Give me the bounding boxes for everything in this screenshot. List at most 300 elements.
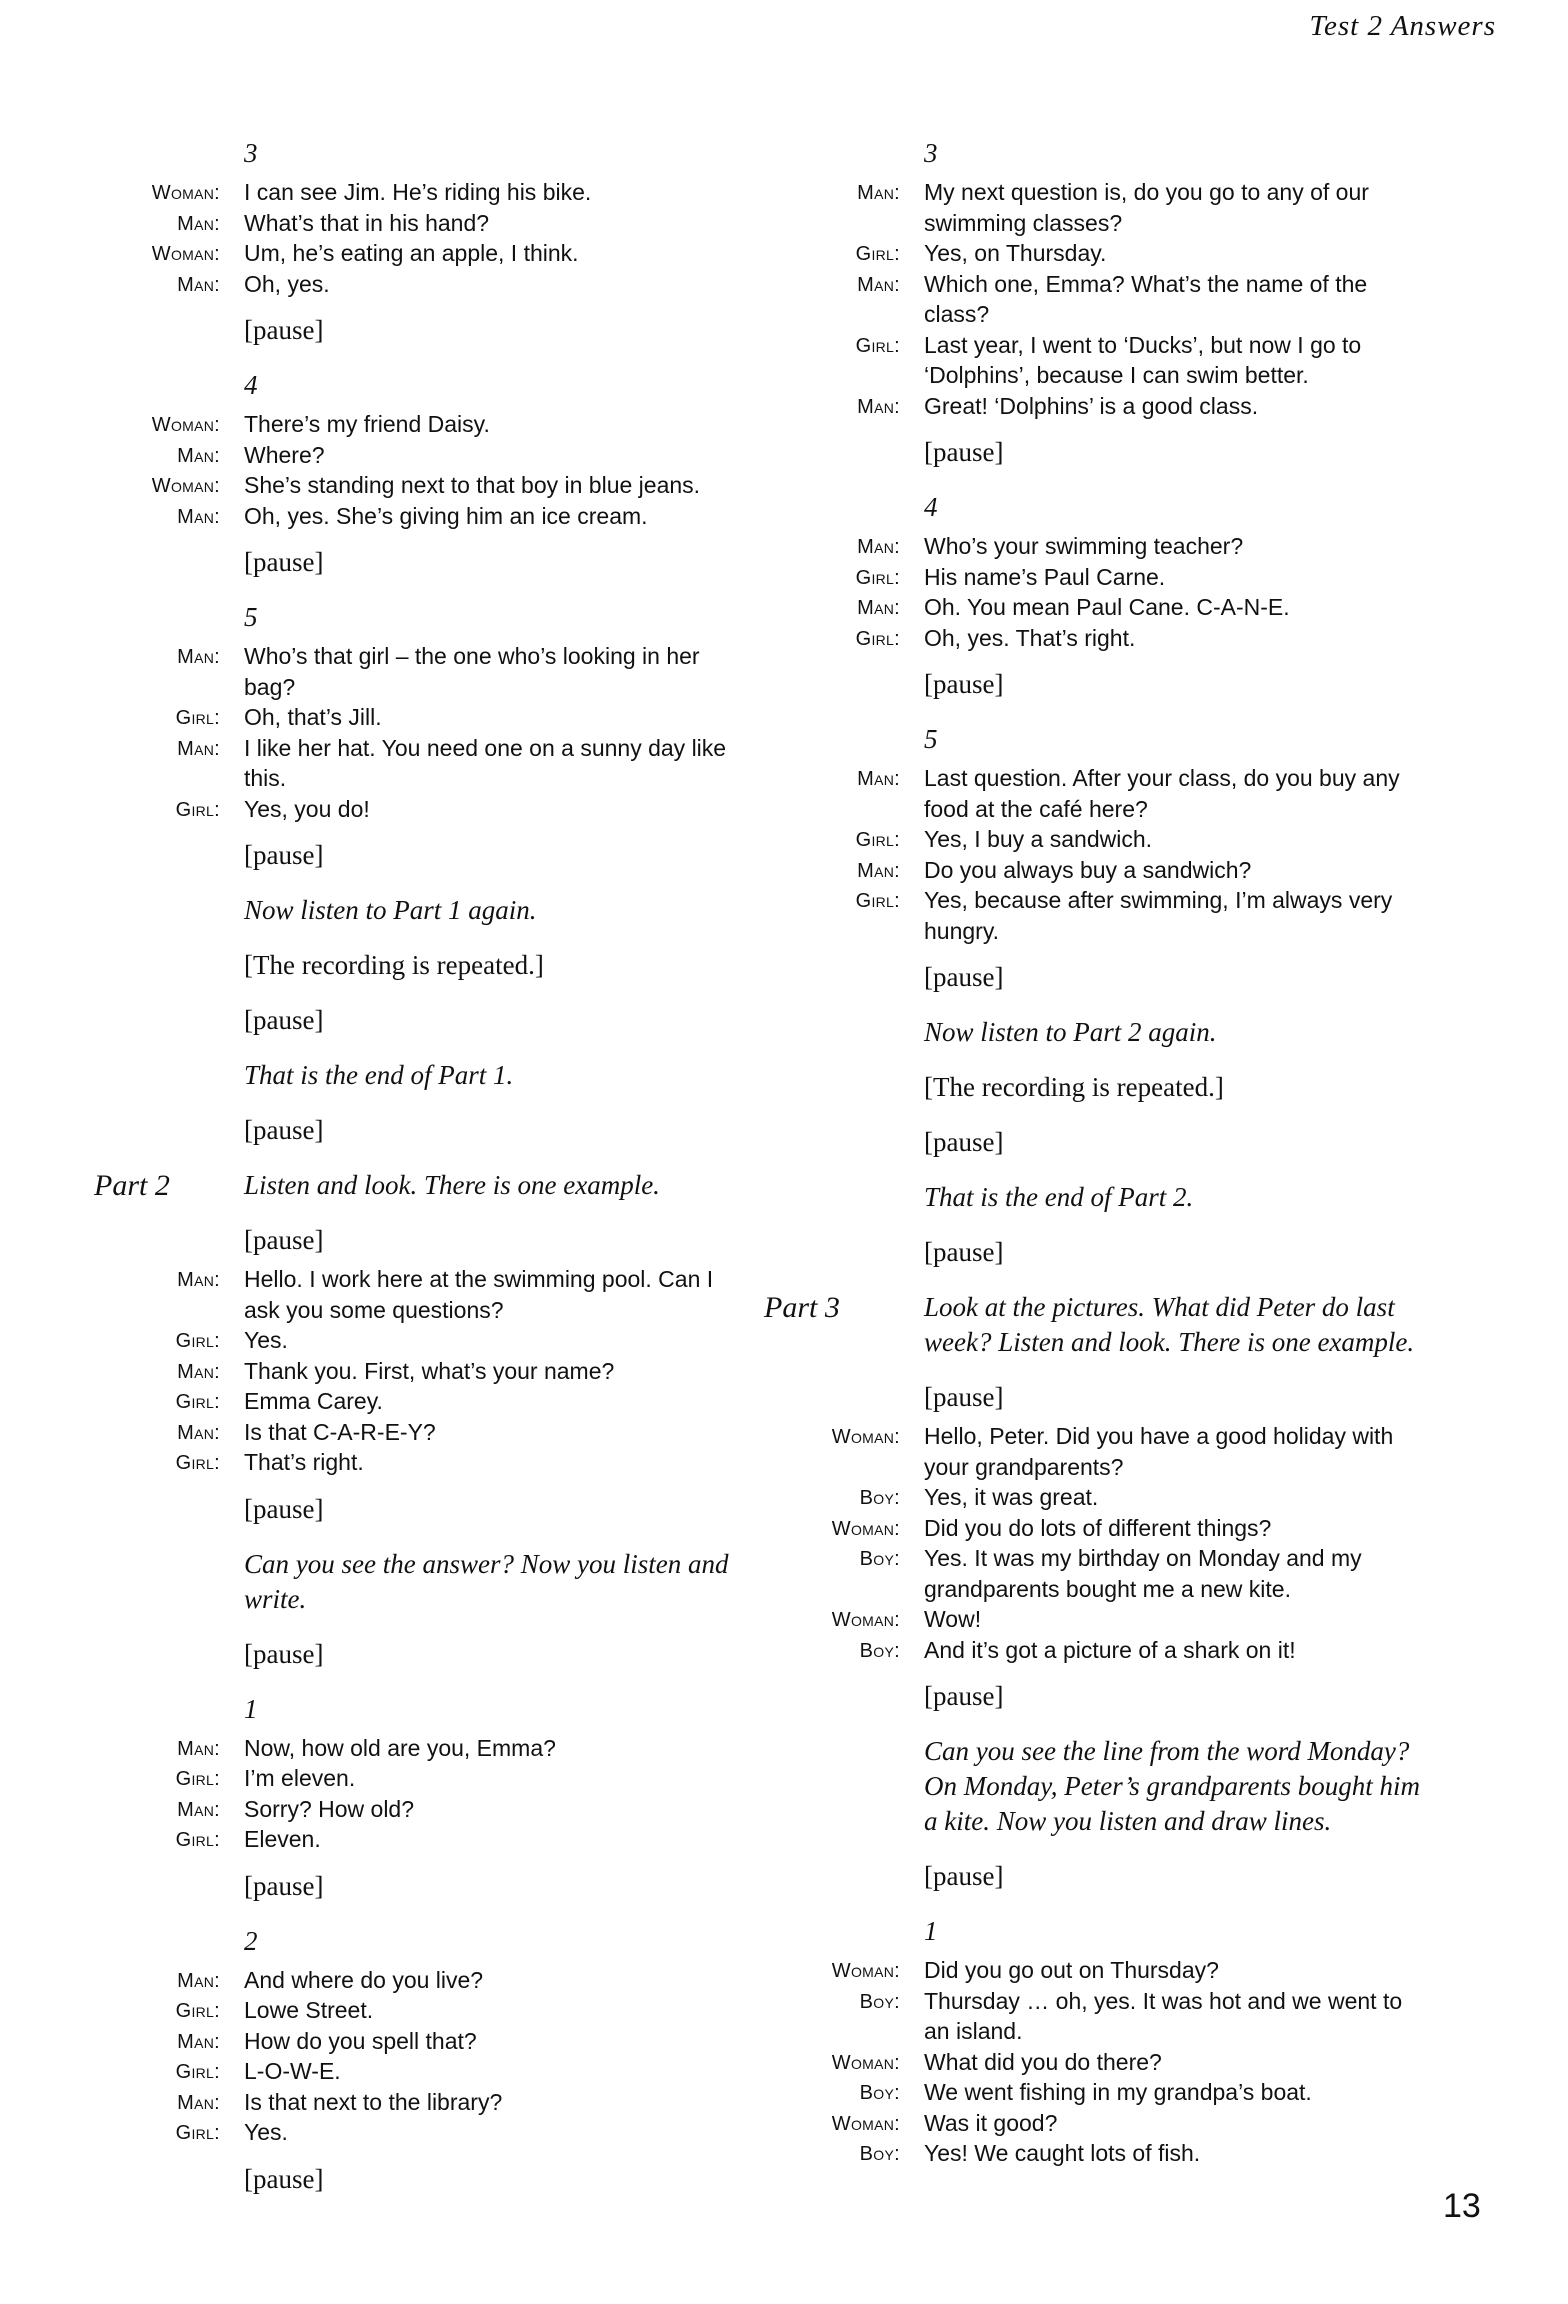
- speaker-spacer: [110, 1547, 220, 1552]
- direction-text: [pause]: [924, 1127, 1004, 1157]
- dialogue-line: [110, 177, 730, 208]
- dialogue-text: There’s my friend Daisy.: [244, 411, 490, 437]
- dialogue-line: [110, 1794, 730, 1825]
- direction-text: [The recording is repeated.]: [244, 950, 544, 980]
- dialogue-text: Oh, yes.: [244, 270, 330, 297]
- dialogue-text: Which one, Emma? What’s the name of the class?: [924, 270, 1368, 327]
- spacer: [790, 1056, 1430, 1070]
- direction-text: That is the end of Part 1.: [244, 1060, 514, 1090]
- item-number: [790, 136, 1430, 171]
- spacer: [790, 122, 1430, 136]
- direction-text: Now listen to Part 2 again.: [924, 1017, 1217, 1047]
- spacer: [110, 1623, 730, 1637]
- speaker-spacer: [790, 435, 900, 440]
- spacer: [790, 1665, 1430, 1679]
- speaker-spacer: [790, 490, 900, 495]
- speaker-label: Girl:: [855, 243, 900, 265]
- part-label: Part 3: [764, 1291, 840, 1324]
- speaker-spacer: [790, 722, 900, 727]
- dialogue-text: I’m eleven.: [244, 1765, 356, 1791]
- direction-text: [pause]: [244, 1225, 324, 1255]
- item-number-text: 2: [244, 1925, 258, 1956]
- dialogue-line: [110, 1995, 730, 2026]
- direction-text: Can you see the line from the word Monday? On Monday, Peter’s grandparents bought him a kite. Now you listen and draw lines.: [924, 1736, 1420, 1836]
- dialogue-text: Who’s that girl – the one who’s looking in her bag?: [244, 643, 700, 700]
- speaker-label: Woman:: [151, 243, 220, 265]
- speaker-spacer: [110, 1692, 220, 1697]
- speaker-label: Girl:: [175, 1829, 220, 1851]
- spacer: [790, 476, 1430, 490]
- instruction: [790, 1180, 1430, 1215]
- instruction: [790, 1015, 1430, 1050]
- direction-text: [pause]: [244, 2163, 324, 2194]
- speaker-label: Girl:: [855, 566, 900, 589]
- dialogue-line: [790, 2047, 1430, 2078]
- item-number-text: 4: [244, 370, 258, 400]
- stage-direction: [790, 667, 1430, 702]
- direction-text: [pause]: [244, 315, 324, 345]
- item-number-text: 3: [924, 138, 938, 168]
- direction-text: [pause]: [244, 1870, 324, 1901]
- dialogue-text: Last question. After your class, do you buy any food at the café here?: [924, 765, 1400, 822]
- dialogue-line: [110, 2087, 730, 2118]
- speaker-label: Girl:: [175, 1452, 220, 1474]
- dialogue-text: Yes, it was great.: [924, 1484, 1099, 1510]
- item-number: [790, 722, 1430, 757]
- dialogue-text: Yes.: [244, 1327, 288, 1353]
- stage-direction: [110, 313, 730, 348]
- item-number-text: 1: [244, 1693, 258, 1724]
- spacer: [110, 1910, 730, 1924]
- dialogue-line: [790, 1955, 1430, 1986]
- direction-text: Now listen to Part 1 again.: [244, 895, 537, 925]
- dialogue-text: And it’s got a picture of a shark on it!: [924, 1636, 1296, 1663]
- dialogue-line: [790, 855, 1430, 886]
- speaker-label: Girl:: [175, 1330, 220, 1352]
- dialogue-line: [790, 562, 1430, 593]
- stage-direction: [110, 838, 730, 873]
- dialogue-line: [110, 238, 730, 269]
- dialogue-line: [790, 763, 1430, 824]
- dialogue-line: [110, 1386, 730, 1417]
- speaker-spacer: [110, 948, 220, 953]
- item-number: [110, 368, 730, 403]
- dialogue-text: Sorry? How old?: [244, 1795, 415, 1822]
- left-column: [94, 122, 730, 2203]
- page-number: 13: [1443, 2187, 1481, 2225]
- spacer: [790, 1720, 1430, 1734]
- direction-text: That is the end of Part 2.: [924, 1182, 1194, 1212]
- speaker-label: Man:: [857, 273, 900, 296]
- part-instruction: Look at the pictures. What did Peter do last week? Listen and look. There is one example.: [924, 1292, 1415, 1357]
- speaker-label: Girl:: [175, 707, 220, 729]
- dialogue-line: [110, 440, 730, 471]
- dialogue-line: [110, 1763, 730, 1794]
- item-number: [110, 136, 730, 171]
- direction-text: [pause]: [924, 669, 1004, 699]
- spacer: [110, 2197, 730, 2203]
- stage-direction: [790, 960, 1430, 995]
- dialogue-line: [110, 208, 730, 239]
- spacer: [110, 934, 730, 948]
- dialogue-line: [790, 269, 1430, 330]
- dialogue-line: [110, 269, 730, 300]
- dialogue-text: Eleven.: [244, 1826, 321, 1852]
- speaker-label: Girl:: [855, 890, 900, 912]
- speaker-spacer: [110, 1869, 220, 1874]
- dialogue-line: [790, 391, 1430, 422]
- dialogue-line: [790, 824, 1430, 855]
- dialogue-text: Yes, I buy a sandwich.: [924, 826, 1153, 852]
- speaker-label: Woman:: [151, 182, 220, 204]
- dialogue-line: [790, 2108, 1430, 2139]
- speaker-spacer: [790, 1235, 900, 1240]
- stage-direction: [110, 1003, 730, 1038]
- spacer: [110, 1209, 730, 1223]
- dialogue-text: Did you do lots of different things?: [924, 1514, 1272, 1541]
- speaker-label: Boy:: [859, 1990, 900, 2013]
- spacer: [790, 1900, 1430, 1914]
- speaker-spacer: [110, 1058, 220, 1063]
- direction-text: [pause]: [244, 840, 324, 870]
- dialogue-text: Thank you. First, what’s your name?: [244, 1357, 615, 1384]
- speaker-label: Man:: [177, 1269, 220, 1291]
- dialogue-line: [790, 1482, 1430, 1513]
- instruction: [110, 1058, 730, 1093]
- dialogue-text: Yes.: [244, 2119, 288, 2145]
- dialogue-line: [110, 1824, 730, 1855]
- speaker-label: Man:: [177, 273, 220, 296]
- speaker-label: Girl:: [175, 2122, 220, 2144]
- item-number-text: 1: [924, 1916, 938, 1946]
- dialogue-line: [790, 1604, 1430, 1635]
- stage-direction: [790, 1859, 1430, 1894]
- dialogue-text: Lowe Street.: [244, 1997, 374, 2023]
- dialogue-line: [790, 1543, 1430, 1604]
- speaker-spacer: [110, 838, 220, 843]
- speaker-label: Man:: [177, 1421, 220, 1444]
- speaker-label: Girl:: [855, 627, 900, 650]
- dialogue-line: [790, 1421, 1430, 1482]
- dialogue-text: What’s that in his hand?: [244, 209, 490, 236]
- dialogue-text: Where?: [244, 441, 325, 468]
- part-heading: [94, 1168, 730, 1203]
- speaker-label: Man:: [177, 1969, 220, 1992]
- dialogue-text: Great! ‘Dolphins’ is a good class.: [924, 392, 1259, 419]
- direction-text: [pause]: [244, 1493, 324, 1524]
- part-label: Part 2: [94, 1169, 170, 1202]
- direction-text: [pause]: [244, 547, 324, 577]
- spacer: [790, 1276, 1430, 1290]
- speaker-label: Man:: [857, 859, 900, 882]
- dialogue-line: [110, 702, 730, 733]
- spacer: [110, 879, 730, 893]
- direction-text: [pause]: [924, 962, 1004, 992]
- direction-text: Can you see the answer? Now you listen and write.: [244, 1548, 729, 1614]
- speaker-spacer: [110, 545, 220, 550]
- item-number: [110, 600, 730, 635]
- dialogue-text: Yes, because after swimming, I’m always very hungry.: [924, 887, 1393, 944]
- dialogue-line: [790, 2077, 1430, 2108]
- spacer: [790, 708, 1430, 722]
- dialogue-text: Do you always buy a sandwich?: [924, 856, 1252, 883]
- speaker-label: Man:: [177, 1737, 220, 1760]
- item-number: [110, 1692, 730, 1727]
- dialogue-text: We went fishing in my grandpa’s boat.: [924, 2079, 1312, 2105]
- dialogue-text: My next question is, do you go to any of our swimming classes?: [924, 179, 1369, 236]
- direction-text: [pause]: [924, 437, 1004, 467]
- spacer: [110, 1478, 730, 1492]
- dialogue-line: [110, 470, 730, 501]
- speaker-spacer: [110, 1223, 220, 1228]
- speaker-label: Man:: [857, 768, 900, 790]
- dialogue-text: How do you spell that?: [244, 2027, 477, 2054]
- spacer: [110, 1855, 730, 1869]
- speaker-label: Woman:: [831, 1426, 900, 1448]
- spacer: [110, 1099, 730, 1113]
- dialogue-text: Wow!: [924, 1606, 982, 1632]
- spacer: [790, 1166, 1430, 1180]
- speaker-label: Man:: [177, 212, 220, 235]
- dialogue-text: Oh, yes. That’s right.: [924, 624, 1136, 651]
- dialogue-line: [790, 177, 1430, 238]
- dialogue-text: Yes, you do!: [244, 795, 370, 822]
- dialogue-text: Oh, that’s Jill.: [244, 704, 382, 730]
- spacer: [110, 1044, 730, 1058]
- dialogue-text: Who’s your swimming teacher?: [924, 533, 1244, 559]
- dialogue-line: [110, 641, 730, 702]
- speaker-label: Woman:: [831, 1960, 900, 1982]
- item-number-text: 4: [924, 492, 938, 522]
- spacer: [790, 1001, 1430, 1015]
- speaker-spacer: [790, 1070, 900, 1075]
- speaker-label: Boy:: [859, 1639, 900, 1662]
- stage-direction: [110, 1223, 730, 1258]
- spacer: [110, 354, 730, 368]
- spacer: [790, 1366, 1430, 1380]
- spacer: [790, 1845, 1430, 1859]
- stage-direction: [110, 545, 730, 580]
- spacer: [110, 122, 730, 136]
- stage-direction: [110, 1637, 730, 1672]
- dialogue-line: [790, 1635, 1430, 1666]
- dialogue-line: [110, 2056, 730, 2087]
- dialogue-line: [110, 1417, 730, 1448]
- dialogue-line: [790, 1986, 1430, 2047]
- direction-text: [pause]: [924, 1382, 1004, 1412]
- spacer: [110, 299, 730, 313]
- speaker-label: Girl:: [175, 1768, 220, 1790]
- stage-direction: [110, 948, 730, 983]
- dialogue-text: And where do you live?: [244, 1966, 484, 1993]
- speaker-spacer: [110, 1492, 220, 1497]
- speaker-spacer: [110, 1924, 220, 1929]
- dialogue-text: I like her hat. You need one on a sunny day like this.: [244, 734, 727, 791]
- dialogue-line: [110, 1447, 730, 1478]
- dialogue-line: [790, 592, 1430, 623]
- direction-text: [pause]: [924, 1237, 1004, 1267]
- speaker-label: Woman:: [831, 1517, 900, 1540]
- spacer: [110, 1678, 730, 1692]
- dialogue-text: Oh, yes. She’s giving him an ice cream.: [244, 502, 648, 529]
- dialogue-text: Hello. I work here at the swimming pool. Can I ask you some questions?: [244, 1266, 714, 1323]
- spacer: [790, 653, 1430, 667]
- dialogue-line: [110, 2117, 730, 2148]
- speaker-label: Man:: [177, 646, 220, 668]
- speaker-spacer: [110, 893, 220, 898]
- speaker-label: Woman:: [151, 475, 220, 497]
- dialogue-line: [110, 1325, 730, 1356]
- dialogue-text: Is that C-A-R-E-Y?: [244, 1418, 436, 1445]
- dialogue-text: That’s right.: [244, 1449, 364, 1475]
- right-column: [764, 122, 1430, 2169]
- speaker-label: Girl:: [175, 2061, 220, 2083]
- speaker-spacer: [790, 1125, 900, 1130]
- dialogue-text: What did you do there?: [924, 2048, 1162, 2075]
- speaker-label: Boy:: [859, 1487, 900, 1509]
- stage-direction: [110, 1113, 730, 1148]
- spacer: [110, 531, 730, 545]
- speaker-label: Woman:: [831, 1609, 900, 1631]
- stage-direction: [790, 1235, 1430, 1270]
- spacer: [110, 586, 730, 600]
- direction-text: [pause]: [244, 1638, 324, 1669]
- speaker-label: Man:: [857, 182, 900, 204]
- speaker-label: Man:: [857, 536, 900, 558]
- dialogue-line: [110, 1965, 730, 1996]
- speaker-label: Man:: [177, 1798, 220, 1821]
- speaker-label: Woman:: [831, 2112, 900, 2135]
- speaker-spacer: [790, 1380, 900, 1385]
- speaker-spacer: [110, 368, 220, 373]
- dialogue-line: [790, 885, 1430, 946]
- speaker-spacer: [110, 1113, 220, 1118]
- dialogue-line: [110, 501, 730, 532]
- spacer: [110, 2148, 730, 2162]
- spacer: [790, 1111, 1430, 1125]
- stage-direction: [790, 1679, 1430, 1714]
- speaker-spacer: [790, 1015, 900, 1020]
- speaker-label: Girl:: [175, 1391, 220, 1413]
- part-instruction: Listen and look. There is one example.: [244, 1170, 660, 1200]
- dialogue-text: Hello, Peter. Did you have a good holiday with your grandparents?: [924, 1423, 1394, 1480]
- stage-direction: [110, 1869, 730, 1904]
- spacer: [110, 1533, 730, 1547]
- dialogue-line: [790, 531, 1430, 562]
- item-number: [790, 490, 1430, 525]
- direction-text: [pause]: [244, 1005, 324, 1035]
- dialogue-text: Yes! We caught lots of fish.: [924, 2140, 1201, 2166]
- dialogue-text: Um, he’s eating an apple, I think.: [244, 240, 579, 266]
- dialogue-line: [110, 1264, 730, 1325]
- item-number: [110, 1924, 730, 1959]
- speaker-label: Man:: [177, 505, 220, 528]
- speaker-label: Boy:: [859, 2143, 900, 2165]
- speaker-label: Man:: [857, 597, 900, 619]
- speaker-label: Man:: [177, 1360, 220, 1383]
- spacer: [110, 824, 730, 838]
- dialogue-text: Oh. You mean Paul Cane. C-A-N-E.: [924, 594, 1290, 620]
- speaker-spacer: [790, 1859, 900, 1864]
- dialogue-line: [790, 330, 1430, 391]
- dialogue-line: [110, 409, 730, 440]
- speaker-label: Boy:: [859, 2082, 900, 2104]
- dialogue-text: Yes. It was my birthday on Monday and my grandparents bought me a new kite.: [924, 1545, 1362, 1602]
- direction-text: [pause]: [924, 1861, 1004, 1891]
- dialogue-line: [110, 733, 730, 794]
- speaker-spacer: [790, 960, 900, 965]
- direction-text: [The recording is repeated.]: [924, 1072, 1224, 1102]
- dialogue-text: Was it good?: [924, 2109, 1058, 2136]
- item-number-text: 5: [924, 724, 938, 754]
- speaker-spacer: [110, 1637, 220, 1642]
- stage-direction: [110, 2162, 730, 2197]
- dialogue-line: [110, 2026, 730, 2057]
- instruction: [790, 1734, 1430, 1839]
- dialogue-line: [790, 2138, 1430, 2169]
- direction-text: [pause]: [244, 1115, 324, 1145]
- item-number-text: 5: [244, 602, 258, 632]
- speaker-label: Boy:: [859, 1548, 900, 1570]
- dialogue-line: [790, 623, 1430, 654]
- dialogue-line: [110, 794, 730, 825]
- stage-direction: [110, 1492, 730, 1527]
- stage-direction: [790, 435, 1430, 470]
- direction-text: [pause]: [924, 1681, 1004, 1711]
- speaker-label: Woman:: [831, 2051, 900, 2074]
- instruction: [110, 893, 730, 928]
- speaker-spacer: [790, 1914, 900, 1919]
- dialogue-text: Emma Carey.: [244, 1388, 383, 1414]
- stage-direction: [790, 1380, 1430, 1415]
- spacer: [110, 989, 730, 1003]
- speaker-spacer: [110, 2162, 220, 2167]
- speaker-label: Man:: [177, 2091, 220, 2114]
- speaker-spacer: [790, 1679, 900, 1684]
- dialogue-text: She’s standing next to that boy in blue jeans.: [244, 472, 701, 498]
- spacer: [790, 421, 1430, 435]
- spacer: [790, 1221, 1430, 1235]
- dialogue-text: His name’s Paul Carne.: [924, 563, 1166, 590]
- dialogue-text: I can see Jim. He’s riding his bike.: [244, 179, 592, 205]
- speaker-label: Woman:: [151, 414, 220, 436]
- speaker-spacer: [110, 136, 220, 141]
- speaker-spacer: [110, 600, 220, 605]
- speaker-label: Girl:: [855, 829, 900, 851]
- stage-direction: [790, 1070, 1430, 1105]
- dialogue-line: [110, 1733, 730, 1764]
- instruction: [110, 1547, 730, 1617]
- dialogue-text: Last year, I went to ‘Ducks’, but now I go to ‘Dolphins’, because I can swim better.: [924, 331, 1362, 388]
- speaker-label: Man:: [177, 444, 220, 467]
- stage-direction: [790, 1125, 1430, 1160]
- speaker-spacer: [790, 1734, 900, 1739]
- dialogue-text: Thursday … oh, yes. It was hot and we went to an island.: [924, 1987, 1403, 2044]
- speaker-spacer: [790, 667, 900, 672]
- dialogue-line: [790, 1513, 1430, 1544]
- speaker-spacer: [110, 1003, 220, 1008]
- dialogue-text: Now, how old are you, Emma?: [244, 1734, 556, 1761]
- dialogue-text: Yes, on Thursday.: [924, 240, 1107, 266]
- spacer: [110, 1154, 730, 1168]
- dialogue-text: Did you go out on Thursday?: [924, 1957, 1219, 1983]
- speaker-spacer: [110, 313, 220, 318]
- item-number-text: 3: [244, 138, 258, 168]
- part-heading: [764, 1290, 1430, 1360]
- speaker-label: Man:: [857, 395, 900, 418]
- spacer: [790, 946, 1430, 960]
- dialogue-text: L-O-W-E.: [244, 2058, 341, 2084]
